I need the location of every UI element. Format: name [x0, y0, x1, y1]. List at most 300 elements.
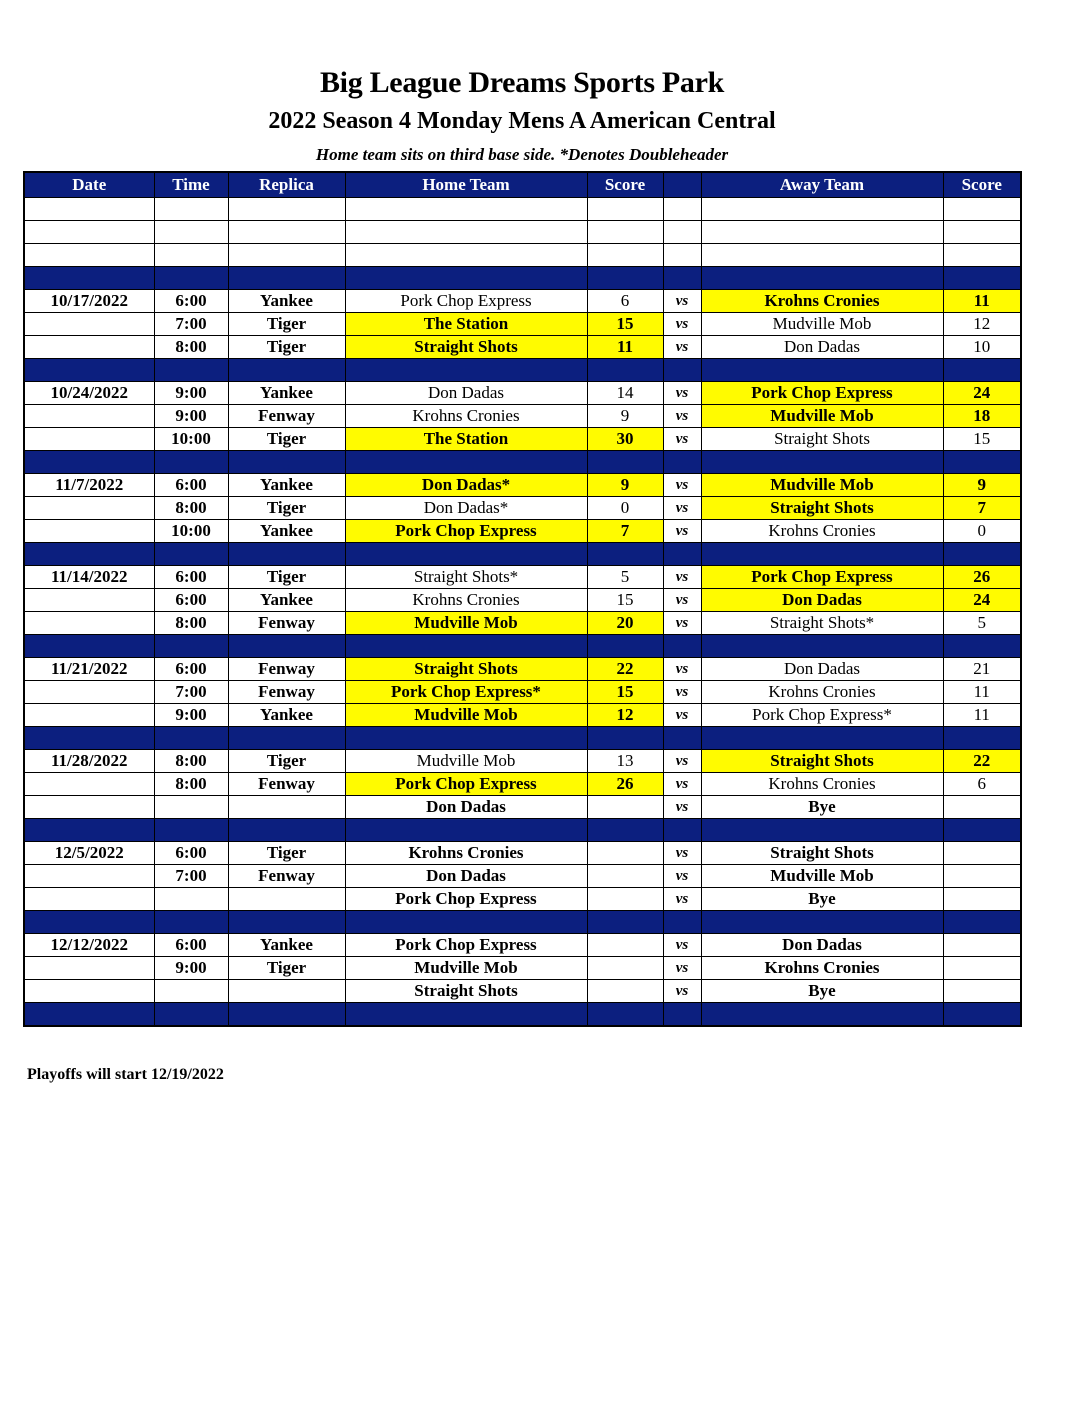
- blank-cell: [24, 198, 154, 221]
- game-row: [24, 750, 1021, 773]
- home-score-cell: 22: [587, 658, 663, 681]
- game-row: [24, 704, 1021, 727]
- date-cell: [24, 796, 154, 819]
- away-team-cell: Mudville Mob: [701, 474, 943, 497]
- separator-cell: [587, 359, 663, 382]
- blank-row: [24, 198, 1021, 221]
- time-cell: 9:00: [154, 704, 228, 727]
- separator-cell: [701, 451, 943, 474]
- blank-cell: [701, 198, 943, 221]
- date-cell: [24, 589, 154, 612]
- separator-cell: [943, 1003, 1021, 1027]
- game-row: [24, 474, 1021, 497]
- vs-cell: vs: [663, 428, 701, 451]
- separator-cell: [228, 1003, 345, 1027]
- date-cell: [24, 313, 154, 336]
- home-team-cell: Straight Shots: [345, 980, 587, 1003]
- col-header-replica: Replica: [228, 172, 345, 198]
- replica-cell: [228, 888, 345, 911]
- home-score-cell: 13: [587, 750, 663, 773]
- home-team-cell: Krohns Cronies: [345, 405, 587, 428]
- time-cell: 8:00: [154, 612, 228, 635]
- blank-cell: [24, 244, 154, 267]
- separator-cell: [228, 819, 345, 842]
- separator-row: [24, 819, 1021, 842]
- game-row: [24, 980, 1021, 1003]
- home-team-cell: Mudville Mob: [345, 957, 587, 980]
- blank-cell: [154, 221, 228, 244]
- replica-cell: Yankee: [228, 382, 345, 405]
- date-cell: 10/24/2022: [24, 382, 154, 405]
- separator-cell: [24, 359, 154, 382]
- date-cell: [24, 957, 154, 980]
- replica-cell: Tiger: [228, 336, 345, 359]
- blank-cell: [154, 198, 228, 221]
- header-row: [24, 172, 1021, 198]
- vs-cell: vs: [663, 865, 701, 888]
- home-team-cell: Straight Shots: [345, 658, 587, 681]
- time-cell: 10:00: [154, 428, 228, 451]
- blank-cell: [228, 221, 345, 244]
- home-score-cell: 30: [587, 428, 663, 451]
- replica-cell: [228, 980, 345, 1003]
- date-cell: 11/7/2022: [24, 474, 154, 497]
- home-team-cell: Don Dadas: [345, 382, 587, 405]
- home-team-cell: Mudville Mob: [345, 750, 587, 773]
- time-cell: 6:00: [154, 589, 228, 612]
- time-cell: 8:00: [154, 773, 228, 796]
- separator-cell: [345, 267, 587, 290]
- home-team-cell: Pork Chop Express: [345, 773, 587, 796]
- away-score-cell: [943, 842, 1021, 865]
- home-team-cell: Mudville Mob: [345, 704, 587, 727]
- blank-cell: [943, 221, 1021, 244]
- date-cell: 12/5/2022: [24, 842, 154, 865]
- away-score-cell: 0: [943, 520, 1021, 543]
- game-row: [24, 497, 1021, 520]
- date-cell: [24, 704, 154, 727]
- time-cell: 9:00: [154, 405, 228, 428]
- vs-cell: vs: [663, 290, 701, 313]
- page-title: Big League Dreams Sports Park: [319, 66, 725, 99]
- away-team-cell: Mudville Mob: [701, 865, 943, 888]
- separator-cell: [663, 267, 701, 290]
- game-row: [24, 865, 1021, 888]
- date-cell: 12/12/2022: [24, 934, 154, 957]
- separator-cell: [154, 635, 228, 658]
- separator-cell: [701, 635, 943, 658]
- separator-cell: [701, 1003, 943, 1027]
- date-cell: 11/28/2022: [24, 750, 154, 773]
- col-header-home-score: Score: [587, 172, 663, 198]
- home-team-cell: Pork Chop Express*: [345, 681, 587, 704]
- separator-cell: [345, 451, 587, 474]
- playoffs-note: Playoffs will start 12/19/2022: [27, 1066, 224, 1083]
- separator-cell: [663, 635, 701, 658]
- time-cell: 10:00: [154, 520, 228, 543]
- page-subtitle: 2022 Season 4 Monday Mens A American Central: [268, 108, 776, 134]
- separator-cell: [345, 911, 587, 934]
- separator-cell: [24, 543, 154, 566]
- separator-cell: [663, 543, 701, 566]
- home-score-cell: 11: [587, 336, 663, 359]
- away-score-cell: 24: [943, 382, 1021, 405]
- away-team-cell: Bye: [701, 796, 943, 819]
- separator-cell: [943, 543, 1021, 566]
- vs-cell: vs: [663, 658, 701, 681]
- away-score-cell: 7: [943, 497, 1021, 520]
- blank-cell: [663, 198, 701, 221]
- separator-row: [24, 451, 1021, 474]
- replica-cell: Yankee: [228, 520, 345, 543]
- blank-cell: [345, 221, 587, 244]
- separator-cell: [345, 727, 587, 750]
- separator-cell: [345, 635, 587, 658]
- blank-cell: [228, 244, 345, 267]
- separator-cell: [154, 1003, 228, 1027]
- separator-cell: [663, 727, 701, 750]
- time-cell: 6:00: [154, 290, 228, 313]
- home-team-cell: Pork Chop Express: [345, 520, 587, 543]
- home-team-cell: The Station: [345, 428, 587, 451]
- home-score-cell: 9: [587, 474, 663, 497]
- separator-cell: [345, 819, 587, 842]
- vs-cell: vs: [663, 773, 701, 796]
- separator-cell: [701, 911, 943, 934]
- separator-row: [24, 911, 1021, 934]
- separator-cell: [228, 727, 345, 750]
- replica-cell: Yankee: [228, 290, 345, 313]
- replica-cell: Tiger: [228, 842, 345, 865]
- home-team-cell: Don Dadas: [345, 796, 587, 819]
- time-cell: 9:00: [154, 382, 228, 405]
- separator-cell: [24, 727, 154, 750]
- away-score-cell: [943, 957, 1021, 980]
- replica-cell: Tiger: [228, 566, 345, 589]
- separator-cell: [663, 359, 701, 382]
- away-team-cell: Pork Chop Express: [701, 382, 943, 405]
- away-team-cell: Straight Shots*: [701, 612, 943, 635]
- vs-cell: vs: [663, 980, 701, 1003]
- date-cell: [24, 681, 154, 704]
- separator-cell: [943, 451, 1021, 474]
- date-cell: [24, 865, 154, 888]
- home-score-cell: [587, 957, 663, 980]
- replica-cell: Fenway: [228, 773, 345, 796]
- away-score-cell: 9: [943, 474, 1021, 497]
- separator-cell: [345, 359, 587, 382]
- home-score-cell: [587, 796, 663, 819]
- separator-cell: [345, 543, 587, 566]
- game-row: [24, 957, 1021, 980]
- separator-row: [24, 635, 1021, 658]
- separator-cell: [587, 543, 663, 566]
- game-row: [24, 290, 1021, 313]
- replica-cell: Yankee: [228, 474, 345, 497]
- away-team-cell: Krohns Cronies: [701, 773, 943, 796]
- game-row: [24, 405, 1021, 428]
- schedule-body: [24, 198, 1021, 1027]
- blank-cell: [24, 221, 154, 244]
- home-score-cell: 20: [587, 612, 663, 635]
- away-score-cell: 5: [943, 612, 1021, 635]
- game-row: [24, 313, 1021, 336]
- game-row: [24, 336, 1021, 359]
- separator-cell: [587, 267, 663, 290]
- away-score-cell: [943, 980, 1021, 1003]
- away-team-cell: Krohns Cronies: [701, 957, 943, 980]
- away-score-cell: 15: [943, 428, 1021, 451]
- vs-cell: vs: [663, 520, 701, 543]
- home-score-cell: 15: [587, 313, 663, 336]
- home-score-cell: 26: [587, 773, 663, 796]
- home-team-cell: Pork Chop Express: [345, 888, 587, 911]
- home-team-cell: Mudville Mob: [345, 612, 587, 635]
- separator-cell: [587, 819, 663, 842]
- home-score-cell: [587, 865, 663, 888]
- home-team-cell: The Station: [345, 313, 587, 336]
- vs-cell: vs: [663, 957, 701, 980]
- replica-cell: Yankee: [228, 589, 345, 612]
- separator-row: [24, 267, 1021, 290]
- col-header-away-score: Score: [943, 172, 1021, 198]
- home-score-cell: [587, 980, 663, 1003]
- time-cell: 6:00: [154, 474, 228, 497]
- home-score-cell: [587, 934, 663, 957]
- date-cell: [24, 612, 154, 635]
- replica-cell: Tiger: [228, 313, 345, 336]
- date-cell: 11/21/2022: [24, 658, 154, 681]
- separator-cell: [24, 911, 154, 934]
- time-cell: 8:00: [154, 497, 228, 520]
- col-header-home-team: Home Team: [345, 172, 587, 198]
- game-row: [24, 520, 1021, 543]
- away-team-cell: Bye: [701, 888, 943, 911]
- home-score-cell: 15: [587, 681, 663, 704]
- separator-row: [24, 1003, 1021, 1027]
- away-score-cell: 26: [943, 566, 1021, 589]
- separator-cell: [228, 359, 345, 382]
- blank-cell: [701, 244, 943, 267]
- col-header-time: Time: [154, 172, 228, 198]
- home-score-cell: 14: [587, 382, 663, 405]
- home-score-cell: 7: [587, 520, 663, 543]
- separator-cell: [228, 635, 345, 658]
- separator-row: [24, 727, 1021, 750]
- home-score-cell: 9: [587, 405, 663, 428]
- vs-cell: vs: [663, 497, 701, 520]
- vs-cell: vs: [663, 612, 701, 635]
- vs-cell: vs: [663, 704, 701, 727]
- separator-cell: [154, 911, 228, 934]
- home-score-cell: 0: [587, 497, 663, 520]
- time-cell: 6:00: [154, 658, 228, 681]
- time-cell: 7:00: [154, 313, 228, 336]
- vs-cell: vs: [663, 750, 701, 773]
- game-row: [24, 566, 1021, 589]
- replica-cell: Tiger: [228, 957, 345, 980]
- away-team-cell: Bye: [701, 980, 943, 1003]
- away-team-cell: Straight Shots: [701, 428, 943, 451]
- home-score-cell: 12: [587, 704, 663, 727]
- vs-cell: vs: [663, 313, 701, 336]
- blank-cell: [943, 244, 1021, 267]
- home-score-cell: 15: [587, 589, 663, 612]
- game-row: [24, 612, 1021, 635]
- separator-cell: [154, 543, 228, 566]
- home-score-cell: [587, 842, 663, 865]
- blank-cell: [154, 244, 228, 267]
- date-cell: 10/17/2022: [24, 290, 154, 313]
- col-header-vs: [663, 172, 701, 198]
- away-score-cell: 24: [943, 589, 1021, 612]
- away-score-cell: 18: [943, 405, 1021, 428]
- separator-cell: [701, 727, 943, 750]
- date-cell: [24, 428, 154, 451]
- separator-cell: [24, 267, 154, 290]
- time-cell: 9:00: [154, 957, 228, 980]
- home-score-cell: 5: [587, 566, 663, 589]
- date-cell: [24, 336, 154, 359]
- doubleheader-note: Home team sits on third base side. *Denotes Doubleheader: [315, 145, 729, 164]
- date-cell: 11/14/2022: [24, 566, 154, 589]
- blank-cell: [587, 198, 663, 221]
- away-team-cell: Pork Chop Express*: [701, 704, 943, 727]
- blank-row: [24, 244, 1021, 267]
- away-score-cell: [943, 796, 1021, 819]
- blank-cell: [345, 244, 587, 267]
- away-score-cell: [943, 865, 1021, 888]
- vs-cell: vs: [663, 888, 701, 911]
- date-cell: [24, 405, 154, 428]
- separator-cell: [943, 359, 1021, 382]
- blank-cell: [701, 221, 943, 244]
- separator-cell: [663, 911, 701, 934]
- date-cell: [24, 773, 154, 796]
- game-row: [24, 888, 1021, 911]
- blank-cell: [587, 221, 663, 244]
- replica-cell: Fenway: [228, 681, 345, 704]
- col-header-date: Date: [24, 172, 154, 198]
- vs-cell: vs: [663, 382, 701, 405]
- separator-cell: [24, 451, 154, 474]
- away-team-cell: Krohns Cronies: [701, 290, 943, 313]
- date-cell: [24, 980, 154, 1003]
- blank-cell: [663, 244, 701, 267]
- time-cell: 6:00: [154, 934, 228, 957]
- blank-cell: [228, 198, 345, 221]
- separator-cell: [943, 635, 1021, 658]
- separator-cell: [663, 1003, 701, 1027]
- separator-cell: [587, 727, 663, 750]
- away-team-cell: Don Dadas: [701, 336, 943, 359]
- separator-cell: [943, 819, 1021, 842]
- game-row: [24, 796, 1021, 819]
- col-header-away-team: Away Team: [701, 172, 943, 198]
- time-cell: [154, 796, 228, 819]
- vs-cell: vs: [663, 681, 701, 704]
- away-score-cell: 11: [943, 290, 1021, 313]
- separator-cell: [663, 451, 701, 474]
- home-team-cell: Don Dadas: [345, 865, 587, 888]
- separator-cell: [663, 819, 701, 842]
- home-team-cell: Don Dadas*: [345, 474, 587, 497]
- time-cell: 7:00: [154, 681, 228, 704]
- replica-cell: Yankee: [228, 934, 345, 957]
- separator-row: [24, 543, 1021, 566]
- time-cell: 7:00: [154, 865, 228, 888]
- vs-cell: vs: [663, 474, 701, 497]
- separator-cell: [154, 267, 228, 290]
- away-score-cell: 10: [943, 336, 1021, 359]
- replica-cell: Yankee: [228, 704, 345, 727]
- date-cell: [24, 888, 154, 911]
- blank-cell: [345, 198, 587, 221]
- away-team-cell: Mudville Mob: [701, 405, 943, 428]
- separator-cell: [154, 819, 228, 842]
- separator-cell: [24, 635, 154, 658]
- replica-cell: Tiger: [228, 497, 345, 520]
- away-score-cell: 21: [943, 658, 1021, 681]
- separator-cell: [345, 1003, 587, 1027]
- replica-cell: Tiger: [228, 750, 345, 773]
- game-row: [24, 842, 1021, 865]
- vs-cell: vs: [663, 405, 701, 428]
- vs-cell: vs: [663, 589, 701, 612]
- away-score-cell: 22: [943, 750, 1021, 773]
- game-row: [24, 934, 1021, 957]
- blank-cell: [663, 221, 701, 244]
- time-cell: 6:00: [154, 566, 228, 589]
- game-row: [24, 589, 1021, 612]
- away-score-cell: 12: [943, 313, 1021, 336]
- vs-cell: vs: [663, 842, 701, 865]
- away-team-cell: Straight Shots: [701, 497, 943, 520]
- time-cell: [154, 980, 228, 1003]
- separator-cell: [701, 819, 943, 842]
- separator-cell: [154, 451, 228, 474]
- replica-cell: Fenway: [228, 405, 345, 428]
- vs-cell: vs: [663, 566, 701, 589]
- separator-cell: [587, 911, 663, 934]
- replica-cell: Tiger: [228, 428, 345, 451]
- away-team-cell: Pork Chop Express: [701, 566, 943, 589]
- separator-cell: [587, 635, 663, 658]
- away-team-cell: Don Dadas: [701, 934, 943, 957]
- home-score-cell: 6: [587, 290, 663, 313]
- away-score-cell: 6: [943, 773, 1021, 796]
- separator-cell: [154, 359, 228, 382]
- game-row: [24, 681, 1021, 704]
- time-cell: 8:00: [154, 750, 228, 773]
- separator-cell: [943, 267, 1021, 290]
- home-team-cell: Straight Shots*: [345, 566, 587, 589]
- away-team-cell: Straight Shots: [701, 842, 943, 865]
- away-team-cell: Don Dadas: [701, 658, 943, 681]
- date-cell: [24, 497, 154, 520]
- separator-cell: [24, 1003, 154, 1027]
- game-row: [24, 382, 1021, 405]
- separator-cell: [228, 451, 345, 474]
- replica-cell: Fenway: [228, 612, 345, 635]
- separator-cell: [701, 543, 943, 566]
- separator-cell: [587, 1003, 663, 1027]
- away-score-cell: [943, 888, 1021, 911]
- game-row: [24, 773, 1021, 796]
- replica-cell: Fenway: [228, 865, 345, 888]
- game-row: [24, 428, 1021, 451]
- separator-cell: [943, 727, 1021, 750]
